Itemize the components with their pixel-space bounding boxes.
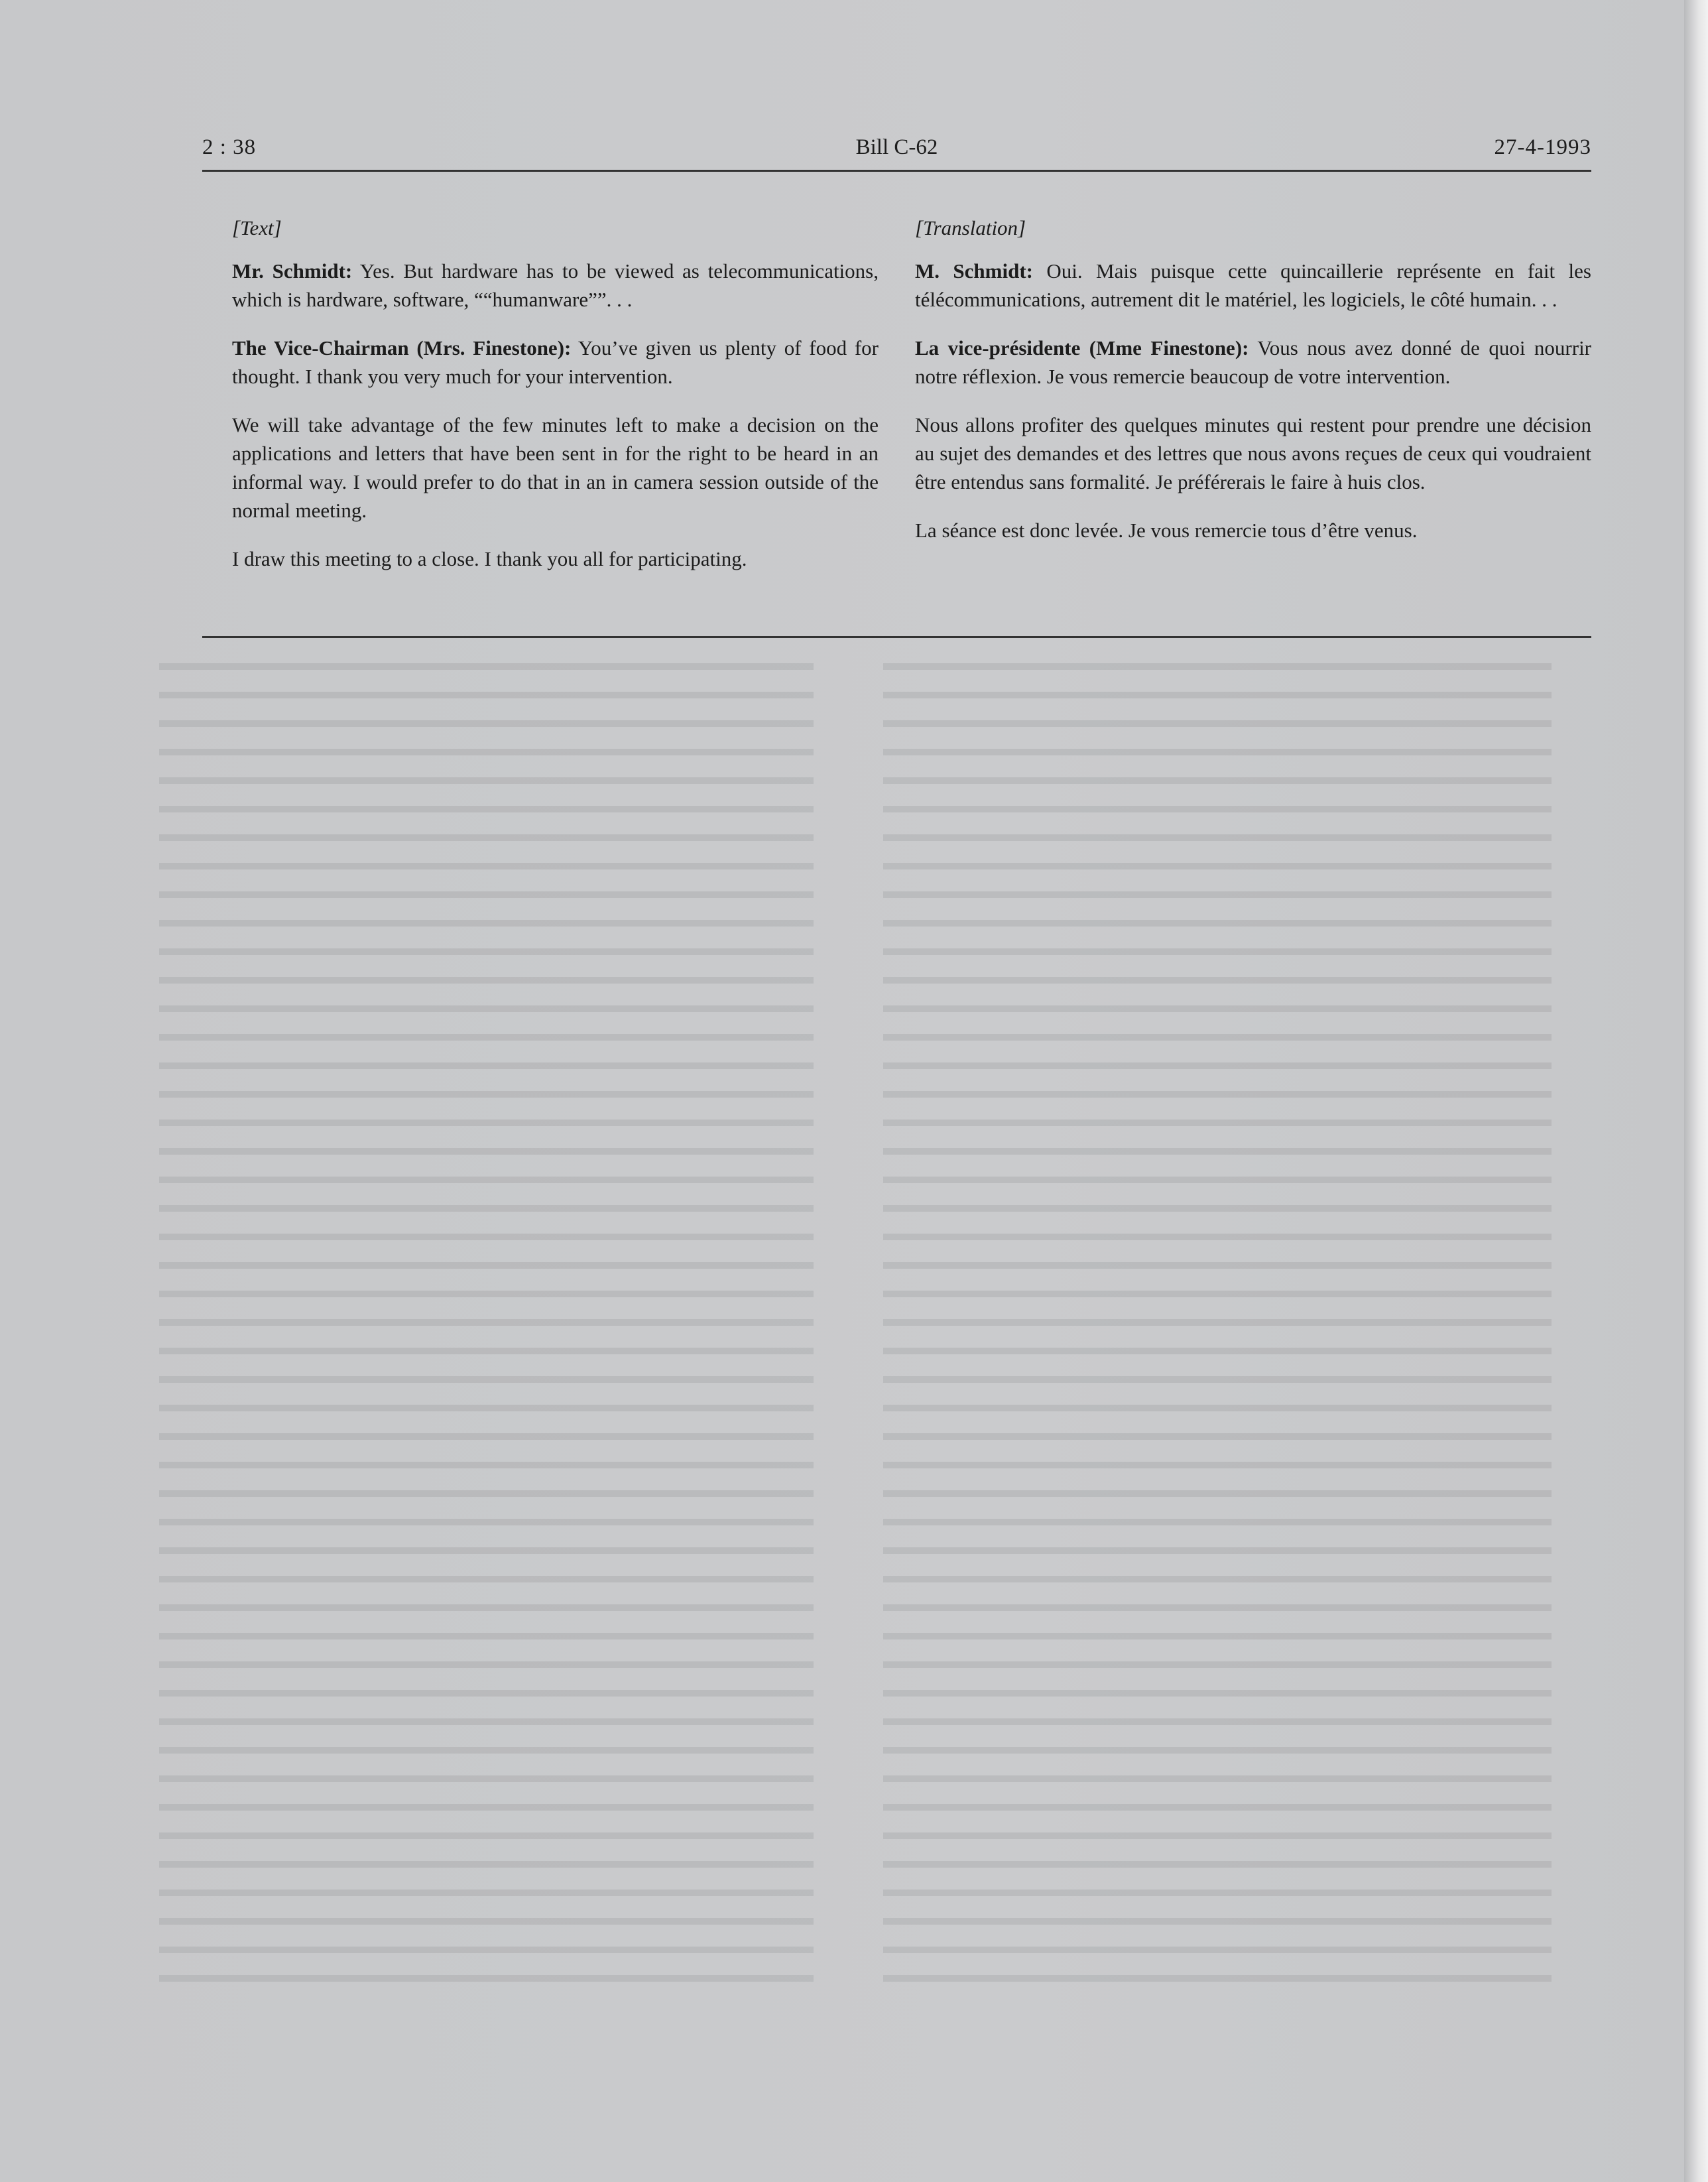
paragraph bbox=[232, 334, 879, 391]
paragraph bbox=[232, 411, 879, 525]
speech-text: Oui. Mais puisque cette quincaillerie représente en fait les télécommunications, autrement dit le matériel, les logiciels, le côté humain. . . bbox=[915, 259, 1591, 311]
speech-text: Nous allons profiter des quelques minutes qui restent pour prendre une décision au sujet des demandes et des lettres que nous avons reçues de ceux qui voudraient être entendus sans formalité. Je préférerais le faire à huis clos. bbox=[915, 413, 1591, 493]
speaker-name: M. Schmidt: bbox=[915, 259, 1033, 283]
paragraph bbox=[915, 257, 1591, 314]
speech-text: Yes. But hardware has to be viewed as telecommunications, which is hardware, software, ““humanware””. . . bbox=[232, 259, 879, 311]
paragraph bbox=[915, 516, 1591, 545]
paragraph bbox=[232, 545, 879, 573]
speech-text: You’ve given us plenty of food for thought. I thank you very much for your intervention. bbox=[232, 336, 879, 388]
speaker-name: The Vice-Chairman (Mrs. Finestone): bbox=[232, 336, 572, 359]
show-through-texture bbox=[159, 663, 1552, 1990]
speech-text: We will take advantage of the few minutes left to make a decision on the applications and letters that have been sent in for the right to be heard in an informal way. I would prefer to do that in an in camera session outside of the normal meeting. bbox=[232, 413, 879, 522]
paragraph bbox=[915, 411, 1591, 496]
page-header bbox=[202, 130, 1591, 170]
speech-text: Vous nous avez donné de quoi nourrir notre réflexion. Je vous remercie beaucoup de votre intervention. bbox=[915, 336, 1592, 388]
header-date: 27-4-1993 bbox=[1494, 135, 1591, 159]
english-column bbox=[232, 214, 879, 593]
speech-text: La séance est donc levée. Je vous remercie tous d’être venus. bbox=[915, 519, 1418, 542]
section-end-rule bbox=[202, 636, 1591, 638]
paragraph bbox=[232, 257, 879, 314]
french-column bbox=[915, 214, 1591, 564]
paragraph bbox=[915, 334, 1591, 391]
speaker-name: Mr. Schmidt: bbox=[232, 259, 353, 283]
speech-text: I draw this meeting to a close. I thank you all for participating. bbox=[232, 547, 747, 570]
column-label-text: [Text] bbox=[232, 216, 282, 239]
speaker-name: La vice-présidente (Mme Finestone): bbox=[915, 336, 1249, 359]
column-label-translation: [Translation] bbox=[915, 216, 1026, 239]
page-edge bbox=[1684, 0, 1708, 2182]
bill-title: Bill C-62 bbox=[855, 135, 938, 159]
header-rule bbox=[202, 170, 1591, 172]
page-number: 2 : 38 bbox=[202, 135, 257, 159]
